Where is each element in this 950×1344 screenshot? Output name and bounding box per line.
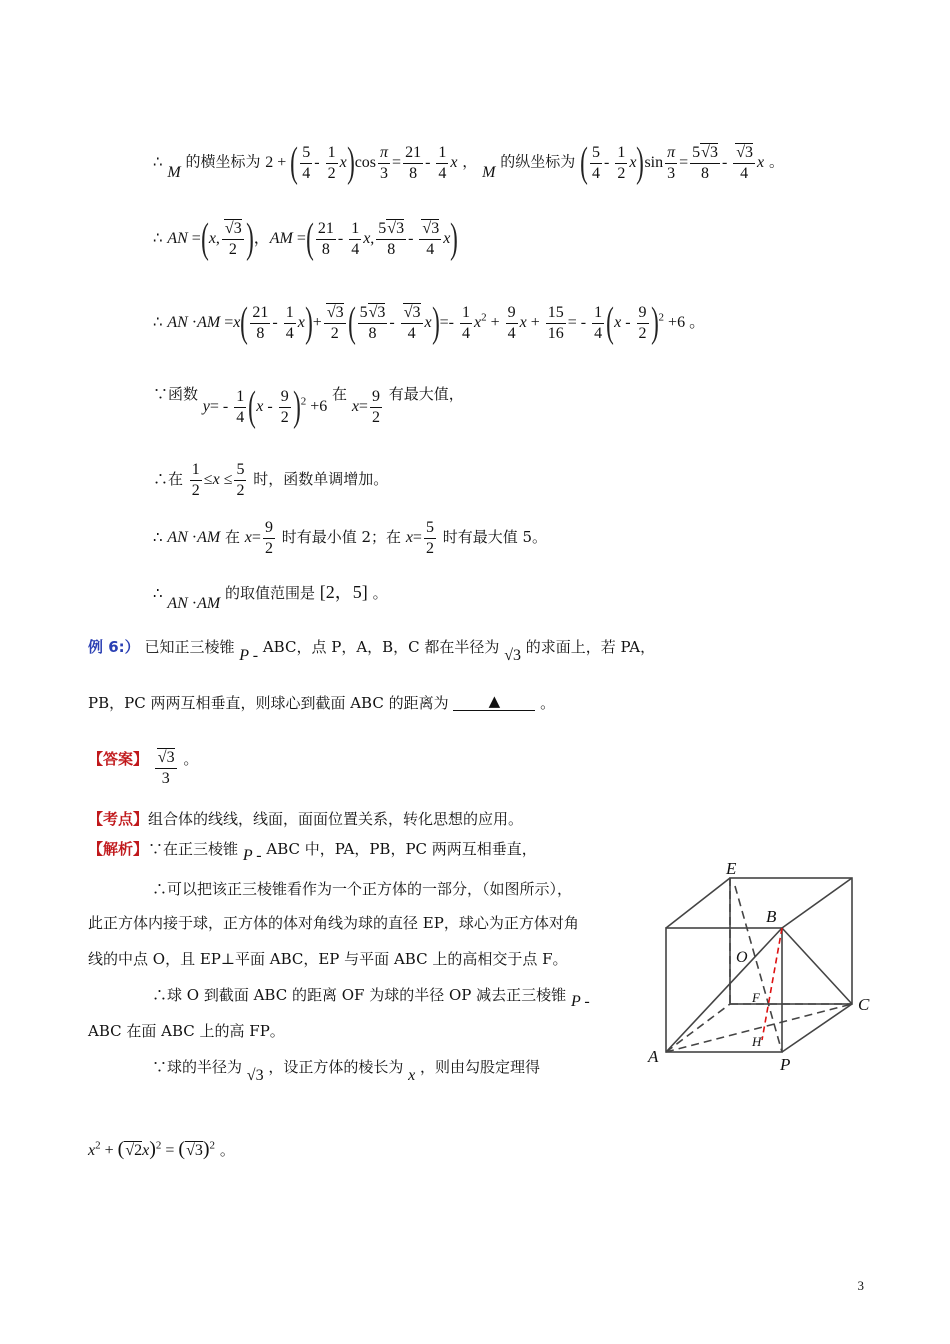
max-value-text: 时有最大值 5。 xyxy=(442,528,548,547)
y-coordinate-label: 的纵坐标为 xyxy=(500,152,576,171)
answer-value: $\frac{√3}{3}$ xyxy=(153,759,179,776)
jiexi-line-6 xyxy=(88,1020,285,1041)
kaodian-text: 组合体的线线，线面，面面位置关系，转化思想的应用。 xyxy=(148,810,524,828)
jiexi-line-1 xyxy=(88,838,537,864)
cube-edge xyxy=(782,1004,852,1052)
label-f: F xyxy=(752,990,760,1005)
increasing-text: 时，函数单调增加。 xyxy=(253,470,389,489)
jiexi-label: 【解析】 xyxy=(88,840,149,858)
jiexi-text: 此正方体内接于球，正方体的体对角线为球的直径 EP，球心为正方体对角 xyxy=(88,914,579,932)
jiexi-text: 线的中点 O，且 EP⊥平面 ABC，EP 与平面 ABC 上的高相交于点 F。 xyxy=(88,950,568,968)
vector-an-am-expression: AN =(x, $\frac{√3}{2}$ )，AM =( $\frac{21}{8}$ - $\frac{1}{4}$ x, $\frac{5√3}{8}$ - $\frac{√3}{4}$ x) xyxy=(167,216,459,262)
function-expression: y= - $\frac{1}{4}$ (x - $\frac{9}{2}$ )$^2$ +6 xyxy=(202,384,328,430)
page-number: 3 xyxy=(857,1278,864,1293)
jiexi-text: ∵在正三棱锥 xyxy=(148,840,239,858)
step-3: ∴ AN ·AM =x( $\frac{21}{8}$ - $\frac{1}{4}$ x)+ $\frac{√3}{2}$ ( $\frac{5√3}{8}$ - $\frac{√3}{4}$ x)=- $\frac{1}{4}$ $x^2$ + $\frac{9}{4}$ x + $\frac{15}{16}$ = - $\frac{1}{4}$ (x - $\frac{9}{2}$ )$^2$ +6 。 xyxy=(153,300,706,346)
pythagorean-equation: $x^2 + (√2x)^2 = (√3)^2$ xyxy=(88,1138,216,1160)
pyramid-apex: P - xyxy=(242,847,262,864)
x-coordinate-label: 的横坐标为 xyxy=(185,152,261,171)
height-bh xyxy=(762,928,782,1040)
therefore-symbol: ∴ xyxy=(153,152,163,171)
kaodian-line xyxy=(88,808,523,829)
period: 。 xyxy=(372,584,388,602)
cube-edge xyxy=(666,878,730,928)
sqrt-three: √3 xyxy=(246,1067,264,1084)
jiexi-text: ，设正方体的棱长为 xyxy=(268,1058,404,1076)
range-label: 的取值范围是 xyxy=(225,584,316,602)
step-7 xyxy=(153,578,388,612)
interval-expression: $\frac{1}{2}$ ≤x ≤ $\frac{5}{2}$ xyxy=(191,461,245,499)
step-1 xyxy=(153,142,784,184)
jiexi-text: ，则由勾股定理得 xyxy=(420,1058,541,1076)
therefore-symbol: ∴ xyxy=(153,528,163,547)
therefore-at: ∴在 xyxy=(153,470,184,489)
triangle-marker-icon: ▲ xyxy=(488,692,501,710)
step-6 xyxy=(153,518,547,559)
jiexi-line-5 xyxy=(152,984,590,1010)
jiexi-line-8 xyxy=(88,1138,235,1161)
answer-blank xyxy=(453,692,535,711)
dot-product-label: AN ·AM xyxy=(167,595,221,612)
cube-figure xyxy=(640,858,890,1078)
jiexi-text: ∴可以把该正三棱锥看作为一个正方体的一部分，（如图所示）， xyxy=(152,880,573,898)
edge-length-x: x xyxy=(408,1067,416,1084)
jiexi-line-3 xyxy=(88,912,579,933)
label-b: B xyxy=(766,907,777,926)
jiexi-text: ABC 中，PA，PB，PC 两两互相垂直， xyxy=(266,840,537,858)
answer-line xyxy=(88,740,199,787)
jiexi-line-4 xyxy=(88,948,568,969)
step-2: ∴ AN =(x, $\frac{√3}{2}$ )，AM =( $\frac{21}{8}$ - $\frac{1}{4}$ x, $\frac{5√3}{8}$ - $\frac{√3}{4}$ x) xyxy=(153,216,459,262)
label-a: A xyxy=(648,1047,659,1066)
min-value-text: 时有最小值 2；在 xyxy=(281,528,402,547)
because-function-label: ∵函数 xyxy=(153,384,199,403)
period: 。 xyxy=(219,1141,235,1159)
jiexi-text: ∴球 O 到截面 ABC 的距离 OF 为球的半径 OP 减去正三棱锥 xyxy=(152,986,567,1004)
label-e: E xyxy=(726,859,737,878)
question-text: ABC，点 P，A，B，C 都在半径为 xyxy=(262,638,500,656)
period: 。 xyxy=(183,750,199,769)
therefore-symbol: ∴ xyxy=(153,584,163,602)
step-5 xyxy=(153,460,388,501)
at-label: 在 xyxy=(225,528,241,547)
hidden-edge xyxy=(666,1004,730,1052)
jiexi-text: ∵球的半径为 xyxy=(152,1058,243,1076)
x-equals-nine-halves: x= $\frac{9}{2}$ xyxy=(244,519,273,557)
sqrt-three: √3 xyxy=(504,647,521,664)
example-question-line-1 xyxy=(88,636,656,664)
label-p: P xyxy=(780,1055,791,1074)
question-text: PB，PC 两两互相垂直，则球心到截面 ABC 的距离为 xyxy=(88,694,449,712)
question-text: 的求面上，若 PA， xyxy=(525,638,656,656)
kaodian-label: 【考点】 xyxy=(88,810,149,828)
step-4 xyxy=(153,386,464,428)
range-value: [2，5] xyxy=(319,582,368,602)
jiexi-line-7 xyxy=(152,1056,541,1084)
pyramid-apex: P - xyxy=(570,993,590,1010)
max-value-text: 有最大值， xyxy=(388,384,464,403)
point-m: M xyxy=(482,163,496,181)
label-h: H xyxy=(752,1034,762,1049)
answer-label: 【答案】 xyxy=(88,750,149,769)
period: 。 xyxy=(768,152,784,171)
example-label: 例 6:） xyxy=(88,638,140,656)
at-label: 在 xyxy=(332,384,348,403)
question-text: 已知正三棱锥 xyxy=(144,638,235,656)
x-equals-five-halves: x= $\frac{5}{2}$ xyxy=(405,519,434,557)
dot-product-expression: AN ·AM =x( $\frac{21}{8}$ - $\frac{1}{4}$ x)+ $\frac{√3}{2}$ ( $\frac{5√3}{8}$ - $\frac{√3}{4}$ x)=- $\frac{1}{4}$ $x^2$ + $\frac{9}{4}$ x + $\frac{15}{16}$ = - $\frac{1}{4}$ (x - $\frac{9}{2}$ )$^2$ +6 。 xyxy=(167,300,706,346)
pyramid-apex: P - xyxy=(239,647,259,664)
jiexi-text: ABC 在面 ABC 上的高 FP。 xyxy=(88,1022,285,1040)
label-o: O xyxy=(736,949,748,966)
point-m: M xyxy=(167,163,181,181)
edge-bc xyxy=(782,928,852,1004)
example-question-line-2 xyxy=(88,692,555,713)
cube-edge xyxy=(782,878,852,928)
dot-product-label: AN ·AM xyxy=(167,529,221,547)
x-equals-nine-halves: x= $\frac{9}{2}$ xyxy=(351,387,380,426)
label-c: C xyxy=(858,995,870,1014)
m-y-expression: ( $\frac{5}{4}$ - $\frac{1}{2}$ x)sin $\frac{\pi}{3}$ = $\frac{5√3}{8}$ - $\frac{√3}{4}$ x xyxy=(580,140,765,186)
period: 。 xyxy=(540,694,556,712)
jiexi-line-2 xyxy=(152,878,572,899)
m-x-expression: 2 + ( $\frac{5}{4}$ - $\frac{1}{2}$ x)cos $\frac{\pi}{3}$ = $\frac{21}{8}$ - $\frac{1}{4}$ x xyxy=(265,140,458,186)
comma: ， xyxy=(462,152,478,171)
